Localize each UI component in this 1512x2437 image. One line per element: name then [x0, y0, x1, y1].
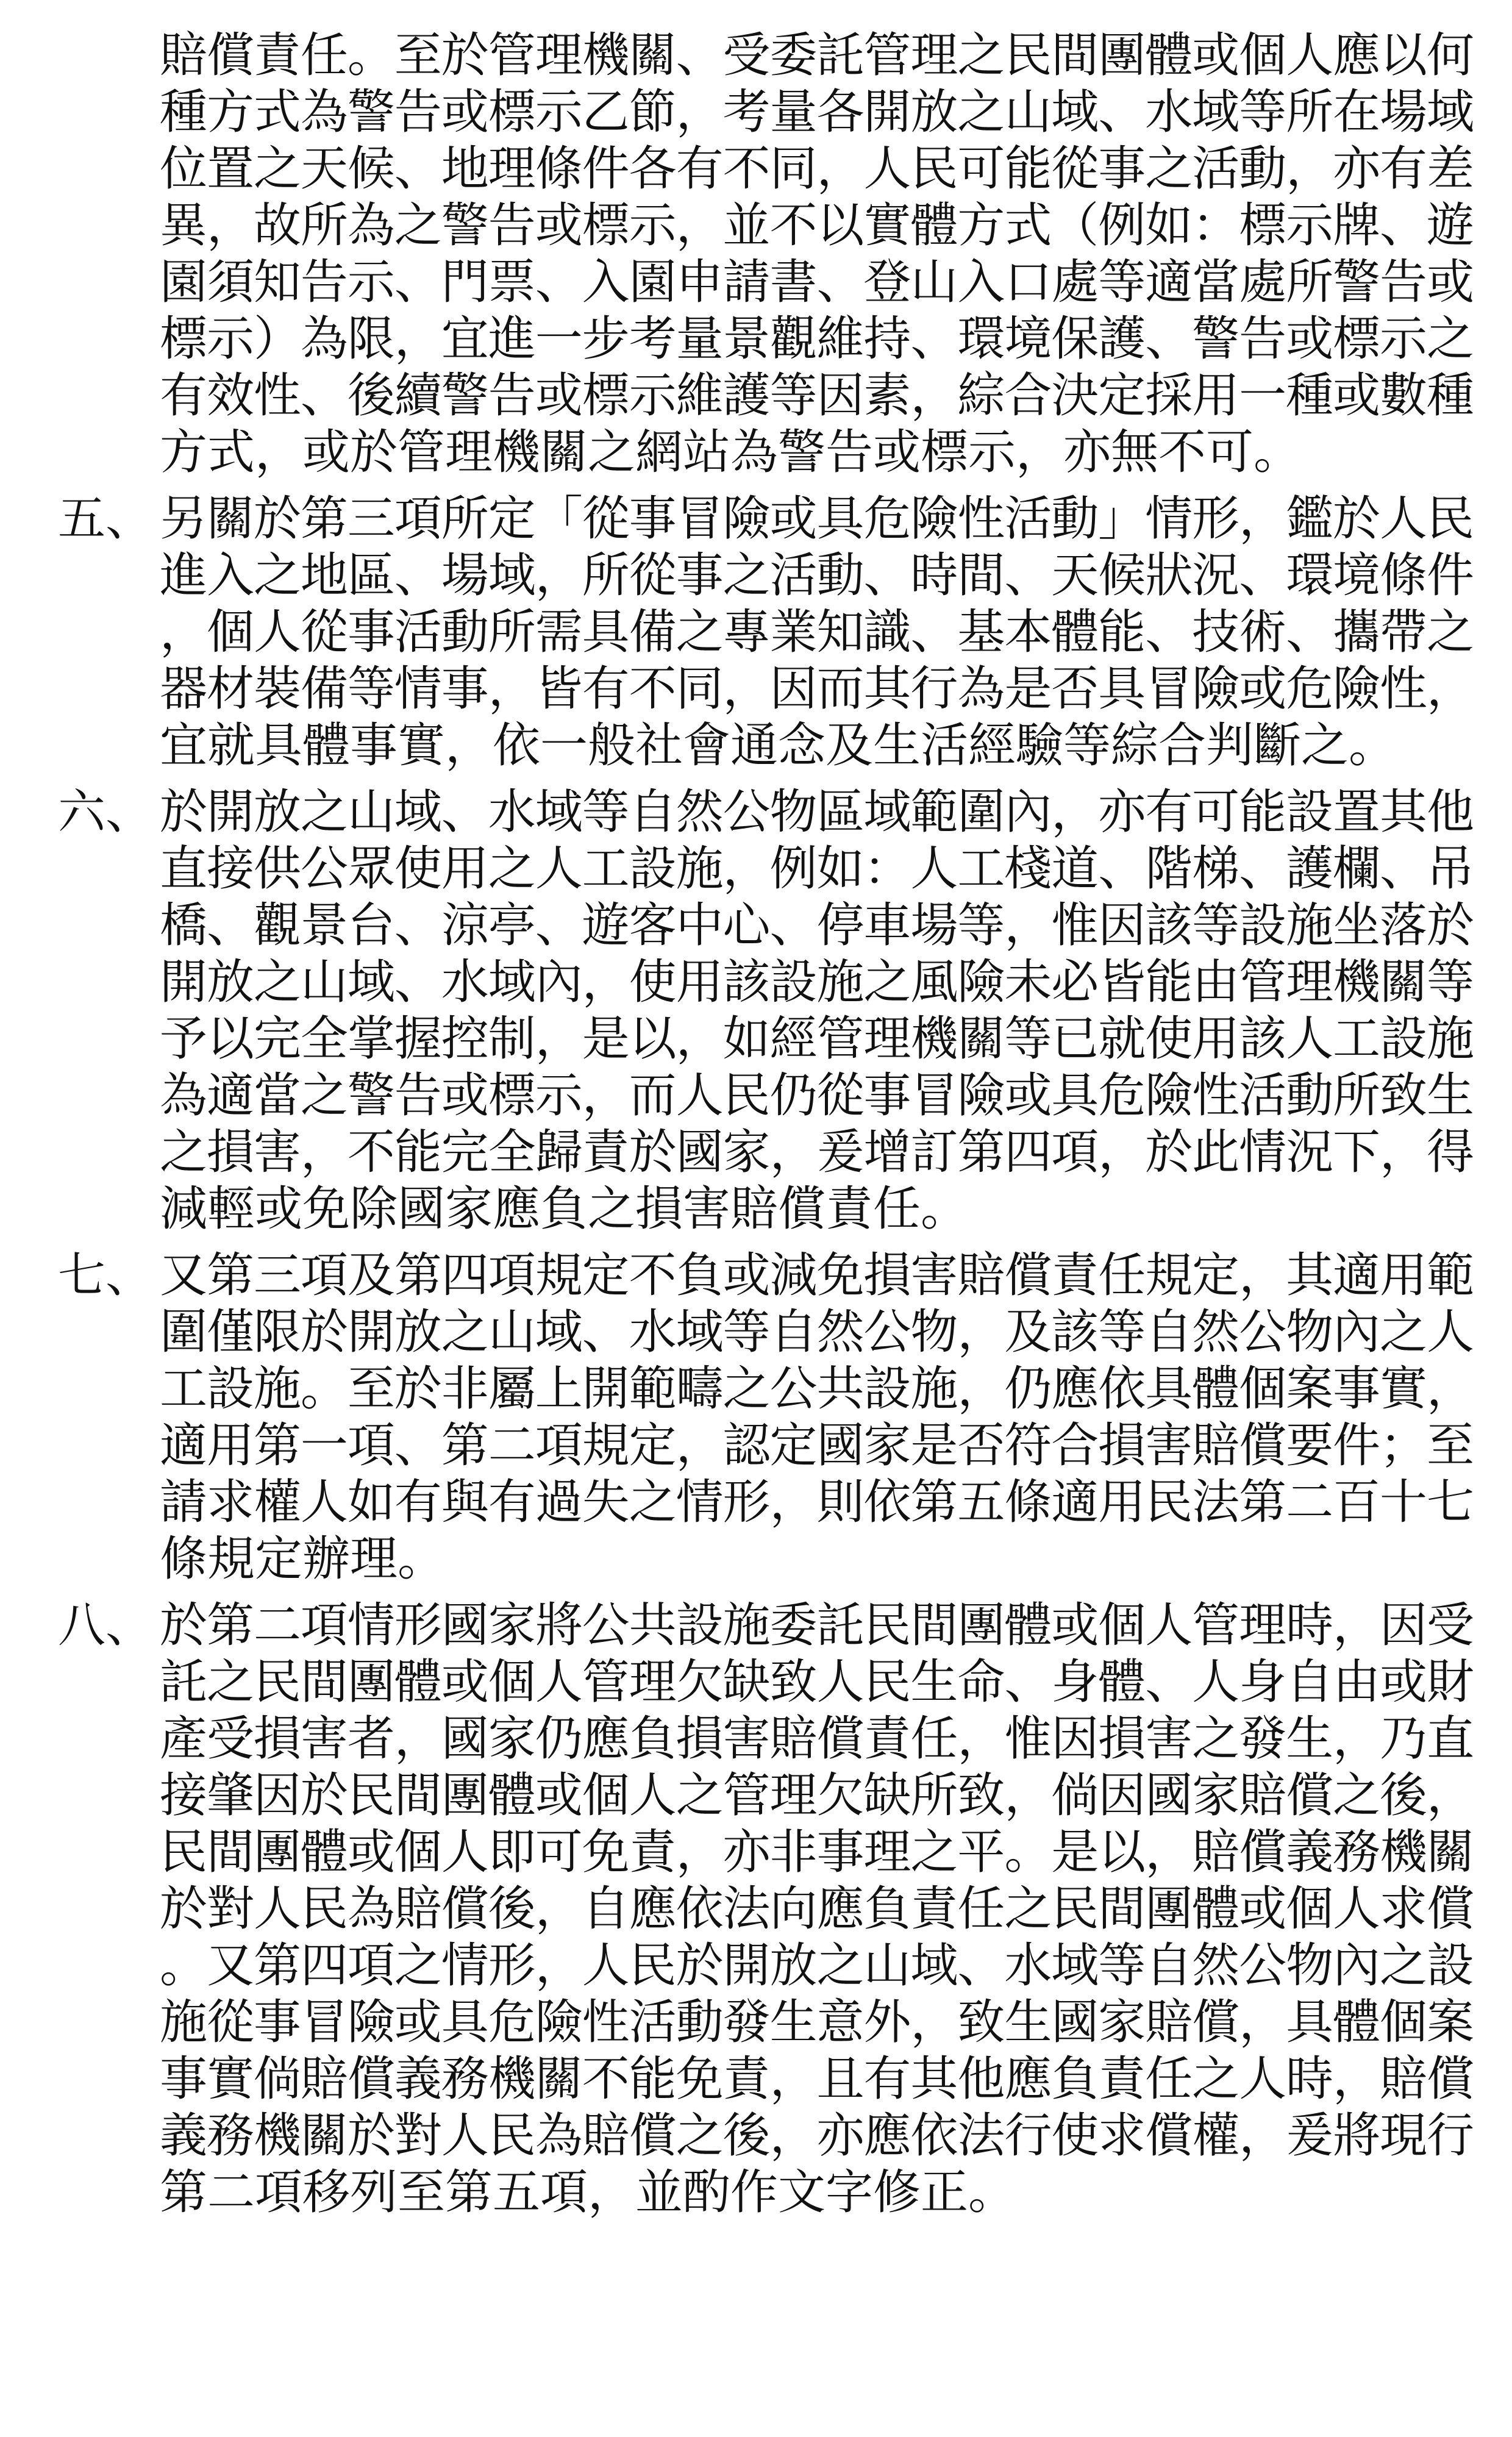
item-line: 民間團體或個人即可免責，亦非事理之平。是以，賠償義務機關	[160, 1825, 1474, 1880]
item-line: 工設施。至於非屬上開範疇之公共設施，仍應依具體個案事實，	[160, 1361, 1474, 1416]
item-number: 五、	[58, 491, 154, 546]
item-line: 器材裝備等情事，皆有不同，因而其行為是否具冒險或危險性，	[160, 662, 1474, 716]
item-line: 適用第一項、第二項規定，認定國家是否符合損害賠償要件；至	[160, 1418, 1474, 1473]
continuation-line: 種方式為警告或標示乙節，考量各開放之山域、水域等所在場域	[160, 85, 1474, 140]
continuation-line: 異，故所為之警告或標示，並不以實體方式（例如：標示牌、遊	[160, 198, 1474, 253]
item-number: 八、	[58, 1598, 154, 1653]
item-line: 另關於第三項所定「從事冒險或具危險性活動」情形，鑑於人民	[160, 491, 1474, 546]
item-line: 圍僅限於開放之山域、水域等自然公物，及該等自然公物內之人	[160, 1305, 1474, 1360]
item-line: 施從事冒險或具危險性活動發生意外，致生國家賠償，具體個案	[160, 1995, 1474, 2050]
item-line: 於開放之山域、水域等自然公物區域範圍內，亦有可能設置其他	[160, 785, 1474, 840]
item-line: 為適當之警告或標示，而人民仍從事冒險或具危險性活動所致生	[160, 1068, 1474, 1123]
item-line: 條規定辦理。	[160, 1532, 446, 1586]
item-number: 七、	[58, 1248, 154, 1303]
item-line: 進入之地區、場域，所從事之活動、時間、天候狀況、環境條件	[160, 548, 1474, 603]
item-line: 直接供公眾使用之人工設施，例如：人工棧道、階梯、護欄、吊	[160, 841, 1474, 896]
item-line: 事實倘賠償義務機關不能免責，且有其他應負責任之人時，賠償	[160, 2052, 1474, 2107]
continuation-line: 園須知告示、門票、入園申請書、登山入口處等適當處所警告或	[160, 255, 1474, 310]
item-line: 接肇因於民間團體或個人之管理欠缺所致，倘因國家賠償之後，	[160, 1768, 1474, 1823]
continuation-line: 標示）為限，宜進一步考量景觀維持、環境保護、警告或標示之	[160, 312, 1474, 366]
item-line: 宜就具體事實，依一般社會通念及生活經驗等綜合判斷之。	[160, 718, 1397, 773]
item-line: 義務機關於對人民為賠償之後，亦應依法行使求償權，爰將現行	[160, 2108, 1474, 2163]
item-line: 於對人民為賠償後，自應依法向應負責任之民間團體或個人求償	[160, 1882, 1474, 1936]
continuation-line: 位置之天候、地理條件各有不同，人民可能從事之活動，亦有差	[160, 141, 1474, 196]
continuation-line: 方式，或於管理機關之網站為警告或標示，亦無不可。	[160, 425, 1302, 480]
item-line: 第二項移列至第五項，並酌作文字修正。	[160, 2165, 1016, 2220]
item-line: 又第三項及第四項規定不負或減免損害賠償責任規定，其適用範	[160, 1248, 1474, 1303]
continuation-line: 賠償責任。至於管理機關、受委託管理之民間團體或個人應以何	[160, 28, 1474, 83]
item-line: 減輕或免除國家應負之損害賠償責任。	[160, 1182, 969, 1236]
item-line: 予以完全掌握控制，是以，如經管理機關等已就使用該人工設施	[160, 1012, 1474, 1066]
item-line: 。又第四項之情形，人民於開放之山域、水域等自然公物內之設	[160, 1938, 1474, 1993]
item-line: 之損害，不能完全歸責於國家，爰增訂第四項，於此情況下，得	[160, 1125, 1474, 1180]
item-line: 託之民間團體或個人管理欠缺致人民生命、身體、人身自由或財	[160, 1655, 1474, 1710]
item-line: 請求權人如有與有過失之情形，則依第五條適用民法第二百十七	[160, 1475, 1474, 1530]
item-line: 橋、觀景台、涼亭、遊客中心、停車場等，惟因該等設施坐落於	[160, 898, 1474, 953]
continuation-line: 有效性、後續警告或標示維護等因素，綜合決定採用一種或數種	[160, 368, 1474, 423]
item-line: 於第二項情形國家將公共設施委託民間團體或個人管理時，因受	[160, 1598, 1474, 1653]
item-line: ，個人從事活動所需具備之專業知識、基本體能、技術、攜帶之	[160, 605, 1474, 660]
item-line: 開放之山域、水域內，使用該設施之風險未必皆能由管理機關等	[160, 955, 1474, 1010]
item-number: 六、	[58, 785, 154, 840]
item-line: 產受損害者，國家仍應負損害賠償責任，惟因損害之發生，乃直	[160, 1711, 1474, 1766]
